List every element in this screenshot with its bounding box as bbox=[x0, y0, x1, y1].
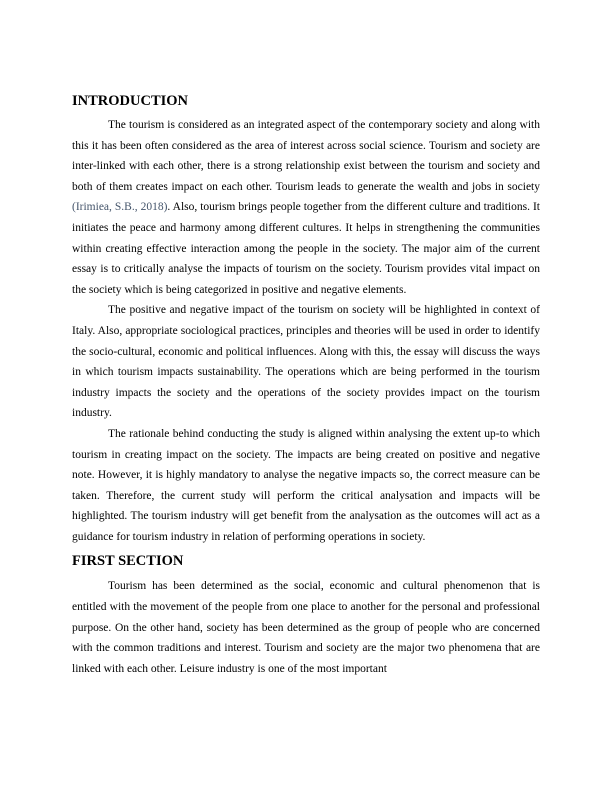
section-heading-introduction: INTRODUCTION bbox=[72, 93, 189, 109]
intro-paragraph-3: The rationale behind conducting the study is aligned within analysing the extent up-to which tourism in creating impact on the society. The impacts are being created on positive and negative note. However, it is highly mandatory to analyse the negative impacts so, the correct measure can be taken. Therefore, the current study will perform the critical analysation and impacts will be highlighted. The tourism industry will get benefit from the analysation as the outcomes will act as a guidance for tourism industry in relation of performing operations in society. bbox=[72, 427, 540, 543]
first-section-paragraph-1: Tourism has been determined as the social, economic and cultural phenomenon that is entitled with the movement of the people from one place to another for the personal and professional purpose. On the other hand, society has been determined as the group of people who are concerned with the common traditions and interest. Tourism and society are the major two phenomena that are linked with each other. Leisure industry is one of the most important bbox=[72, 580, 540, 675]
section-heading-first-section: FIRST SECTION bbox=[72, 553, 184, 570]
intro-paragraph-1-text-before: The tourism is considered as an integrated aspect of the contemporary society and along with this it has been often considered as the area of interest across social science. Tourism and society are inter-linked with each other, there is a strong relationship exist between the tourism and society and both of them creates impact on each other. Tourism leads to generate the wealth and jobs in society bbox=[72, 119, 540, 193]
intro-paragraph-1 bbox=[72, 115, 540, 300]
citation-irimiea-2018: (Irimiea, S.B., 2018) bbox=[72, 201, 168, 214]
intro-paragraph-1-text-after: . Also, tourism brings people together from the different culture and traditions. It initiates the peace and harmony among different cultures. It helps in strengthening the communities within creating effective interaction among the people in the society. The major aim of the current essay is to critically analyse the impacts of tourism on the society. Tourism provides vital impact on the society which is being categorized in positive and negative elements. bbox=[72, 201, 540, 296]
document-page bbox=[72, 92, 540, 679]
intro-paragraph-2: The positive and negative impact of the tourism on society will be highlighted in context of Italy. Also, appropriate sociological practices, principles and theories will be used in order to identify the socio-cultural, economic and political influences. Along with this, the essay will discuss the ways in which tourism impacts sustainability. The operations which are being performed in the tourism industry impacts the society and the operations of the society provides impact on the tourism industry. bbox=[72, 304, 540, 420]
